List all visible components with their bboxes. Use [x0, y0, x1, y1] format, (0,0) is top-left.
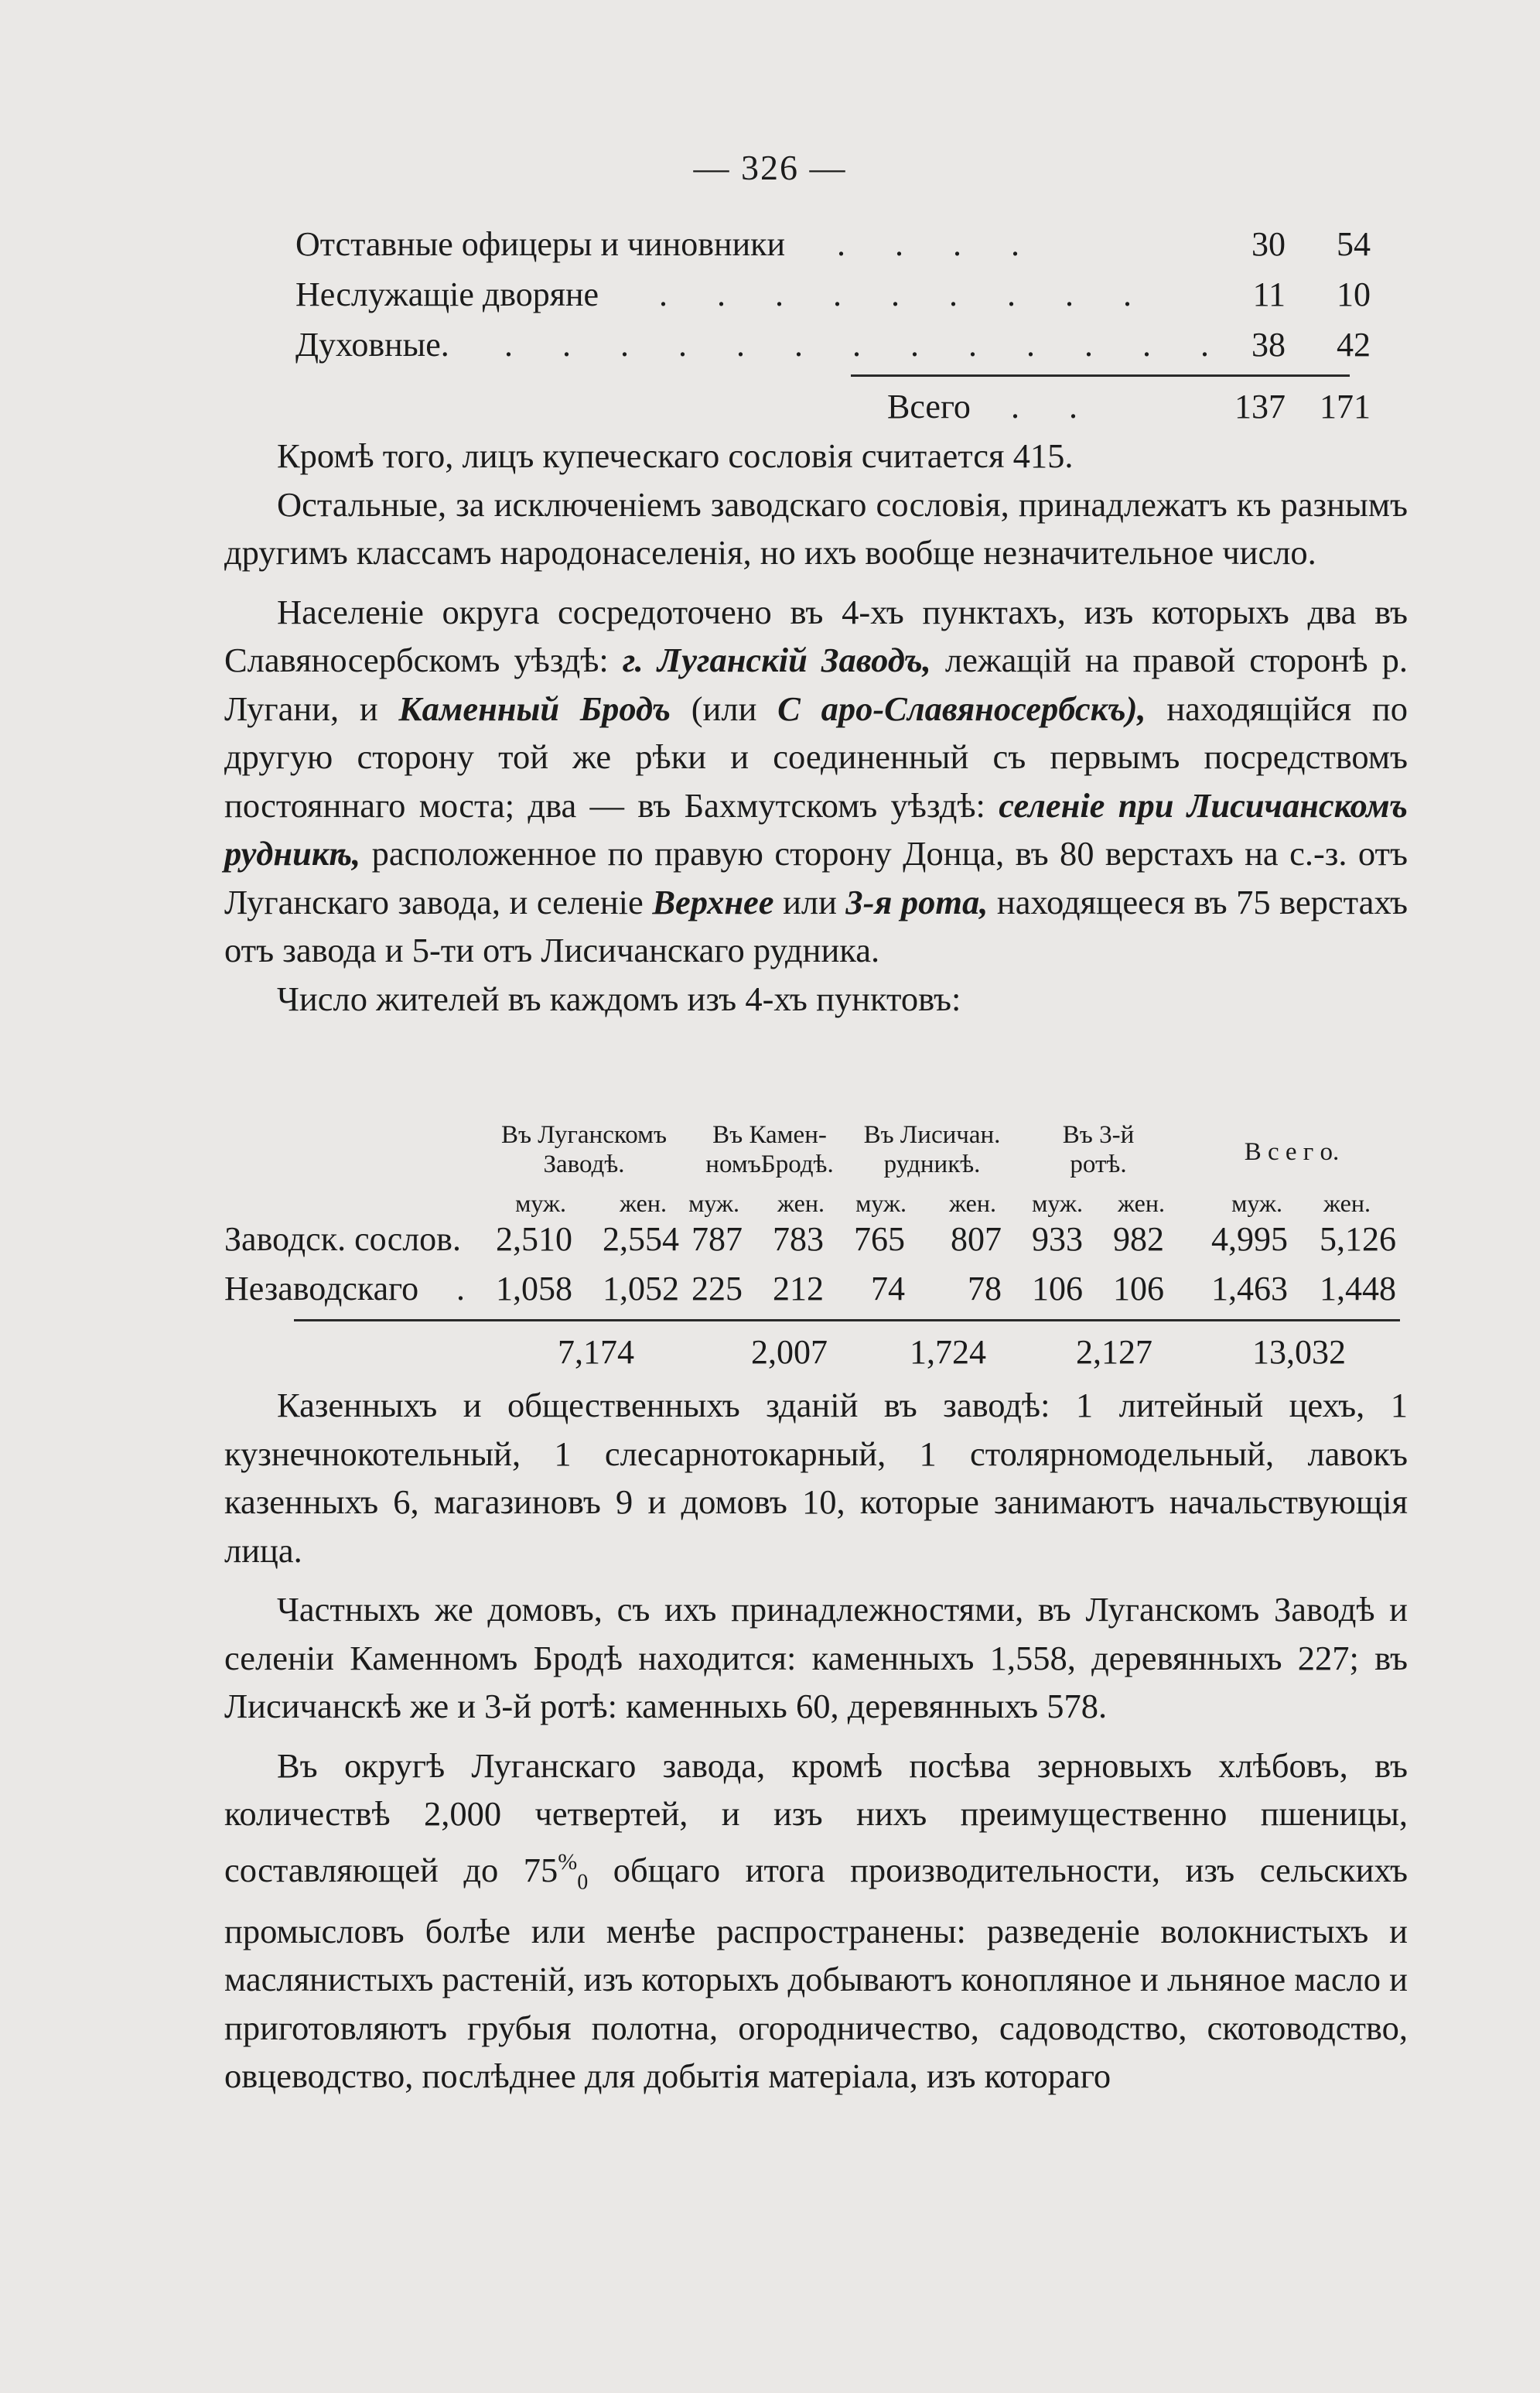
rank-men: 38 — [1251, 326, 1286, 364]
dot-leader: . — [456, 1270, 465, 1308]
dot-leader: . . — [1011, 388, 1081, 426]
subheader-row — [0, 1189, 1540, 1220]
column-group-header — [1207, 1137, 1377, 1167]
sum-rule — [851, 374, 1350, 377]
header-line: ротѣ. — [1070, 1150, 1127, 1178]
group-total: 1,724 — [910, 1333, 986, 1371]
table-row — [0, 1219, 1540, 1266]
grand-total: 13,032 — [1252, 1333, 1346, 1371]
totals-row — [0, 1332, 1540, 1379]
text-run: находящееся въ 75 верстахъ отъ завода и 5-ти отъ Лисичанскаго рудника. — [224, 882, 1408, 969]
column-group-header — [692, 1120, 847, 1179]
percent-subscript: 0 — [577, 1870, 589, 1895]
subheader-men: муж. — [1231, 1189, 1282, 1217]
header-line: рудникѣ. — [883, 1150, 981, 1178]
row-label: Заводск. сослов. — [224, 1220, 461, 1258]
column-group-header — [480, 1120, 688, 1179]
text-run: общаго итога производительности, изъ сельскихъ промысловъ болѣе или менѣе распространены: разведеніе волокнистыхъ и маслянистыхъ растеній, изъ которыхъ добываютъ конопляное и льняное масло и приготовляютъ грубыя полотна, огородничество, садоводство, скотоводство, овцеводство, послѣднее для добытія матеріала, изъ котораго — [224, 1850, 1408, 2096]
italic-place-name: селеніе при Лисичанскомъ рудникѣ, — [224, 785, 1408, 873]
page-number: — 326 — — [693, 148, 847, 187]
subheader-men: муж. — [688, 1189, 739, 1217]
group-total: 2,007 — [751, 1333, 828, 1371]
group-total: 2,127 — [1076, 1333, 1152, 1371]
paragraph: Казенныхъ и общественныхъ зданій въ заводѣ: 1 литейный цехъ, 1 кузнечнокотельный, 1 слесарнотокарный, 1 столярномодельный, лавокъ казенныхъ 6, магазиновъ 9 и домовъ 10, которые занимаютъ начальствующія лица. — [224, 1386, 1408, 1570]
rank-label: Неслужащіе дворяне — [295, 275, 599, 313]
italic-place-name: Каменный Бродъ — [398, 689, 671, 728]
subheader-women: жен. — [1117, 1189, 1165, 1217]
table-cell: 78 — [968, 1270, 1002, 1308]
text-run: лежащій на правой сторонѣ р. Лугани, и — [224, 641, 1408, 728]
italic-place-name: г. Луганскій Заводъ, — [622, 641, 931, 679]
paragraph: Число жителей въ каждомъ изъ 4-хъ пунктовъ: — [277, 979, 961, 1018]
dot-leader: . . . . . . . . . — [659, 275, 1135, 313]
text-run: находящійся по другую сторону той же рѣки и соединенный съ первымъ посредствомъ постояннаго моста; два — въ Бахмутскомъ уѣздѣ: — [224, 689, 1408, 825]
subheader-men: муж. — [1032, 1189, 1083, 1217]
text-block-upper — [224, 432, 1408, 1023]
table-cell: 1,052 — [603, 1270, 679, 1308]
table-cell: 4,995 — [1211, 1220, 1288, 1258]
rank-men: 11 — [1252, 275, 1286, 313]
text-run: (или — [670, 689, 778, 728]
column-group-header — [855, 1120, 1009, 1179]
table-cell: 765 — [854, 1220, 905, 1258]
header-line: Заводѣ. — [543, 1150, 625, 1178]
total-label: Всего — [887, 388, 971, 426]
table-row — [0, 1269, 1540, 1315]
table-cell: 807 — [951, 1220, 1002, 1258]
dot-leader: . . . . . . . . . . . . . — [504, 326, 1212, 364]
table-cell: 212 — [773, 1270, 824, 1308]
subheader-women: жен. — [1323, 1189, 1371, 1217]
row-label: Незаводскаго — [224, 1270, 419, 1308]
rank-men: 30 — [1251, 225, 1286, 263]
rank-row — [295, 325, 1371, 371]
rank-women: 10 — [1337, 275, 1371, 313]
header-line: В с е г о. — [1244, 1138, 1340, 1166]
subheader-women: жен. — [777, 1189, 825, 1217]
header-line: Въ Луганскомъ — [500, 1121, 668, 1149]
text-run: Населеніе округа сосредоточено въ 4-хъ пунктахъ, изъ которыхъ два въ Славяносербскомъ уѣздѣ: — [224, 592, 1408, 679]
subheader-women: жен. — [619, 1189, 667, 1217]
table-cell: 982 — [1113, 1220, 1164, 1258]
column-group-header — [1025, 1120, 1172, 1179]
text-run: расположенное по правую сторону Донца, въ 80 верстахъ на с.-з. отъ Луганскаго завода, и селеніе — [224, 834, 1408, 921]
table-cell: 1,463 — [1211, 1270, 1288, 1308]
italic-place-name: С аро-Славяносербскъ), — [777, 689, 1146, 728]
text-block-lower — [224, 1381, 1408, 2101]
table-cell: 1,058 — [496, 1270, 572, 1308]
table-cell: 783 — [773, 1220, 824, 1258]
group-total: 7,174 — [558, 1333, 634, 1371]
rank-women: 42 — [1337, 326, 1371, 364]
header-line: номъБродѣ. — [705, 1150, 834, 1178]
paragraph — [224, 588, 1408, 975]
rank-label: Отставные офицеры и чиновники — [295, 225, 786, 263]
table-cell: 2,510 — [496, 1220, 572, 1258]
table-cell: 2,554 — [603, 1220, 679, 1258]
subheader-men: муж. — [855, 1189, 907, 1217]
table-cell: 5,126 — [1320, 1220, 1396, 1258]
total-women: 171 — [1320, 388, 1371, 426]
header-line: Въ Лисичан. — [863, 1121, 1001, 1149]
table-cell: 74 — [871, 1270, 905, 1308]
italic-place-name: 3-я рота, — [845, 882, 989, 921]
table-cell: 1,448 — [1320, 1270, 1396, 1308]
table-cell: 106 — [1113, 1270, 1164, 1308]
header-line: Въ Камен- — [712, 1121, 827, 1149]
paragraph: Кромѣ того, лицъ купеческаго сословія считается 415. — [277, 436, 1074, 475]
rank-row — [295, 224, 1371, 271]
header-line: Въ 3-й — [1062, 1121, 1135, 1149]
rank-women: 54 — [1337, 225, 1371, 263]
paragraph — [224, 1742, 1408, 2101]
text-run: Въ округѣ Луганскаго завода, кромѣ посѣва зерновыхъ хлѣбовъ, въ количествѣ 2,000 четвертей, и изъ нихъ преимущественно пшеницы, составляющей до 75 — [224, 1745, 1408, 1889]
paragraph: Остальные, за исключеніемъ заводскаго сословія, принадлежатъ къ разнымъ другимъ классамъ народонаселенія, но ихъ вообще незначительное число. — [224, 484, 1408, 572]
rank-total-row — [295, 387, 1371, 433]
percent-sign: % — [558, 1848, 578, 1875]
dot-leader: . . . . — [837, 225, 1023, 263]
rank-label: Духовные. — [295, 326, 449, 364]
text-run: или — [773, 882, 846, 921]
subheader-women: жен. — [948, 1189, 996, 1217]
subheader-men: муж. — [515, 1189, 566, 1217]
rank-row — [295, 275, 1371, 321]
table-cell: 787 — [691, 1220, 743, 1258]
table-cell: 106 — [1032, 1270, 1083, 1308]
sum-rule — [294, 1319, 1400, 1321]
italic-place-name: Верхнее — [652, 882, 774, 921]
paragraph: Частныхъ же домовъ, съ ихъ принадлежностями, въ Луганскомъ Заводѣ и селеніи Каменномъ Бродѣ находится: каменныхъ 1,558, деревянныхъ 227; въ Лисичанскѣ же и 3-й ротѣ: каменныхь 60, деревянныхъ 578. — [224, 1590, 1408, 1725]
table-cell: 933 — [1032, 1220, 1083, 1258]
table-cell: 225 — [691, 1270, 743, 1308]
total-men: 137 — [1234, 388, 1286, 426]
